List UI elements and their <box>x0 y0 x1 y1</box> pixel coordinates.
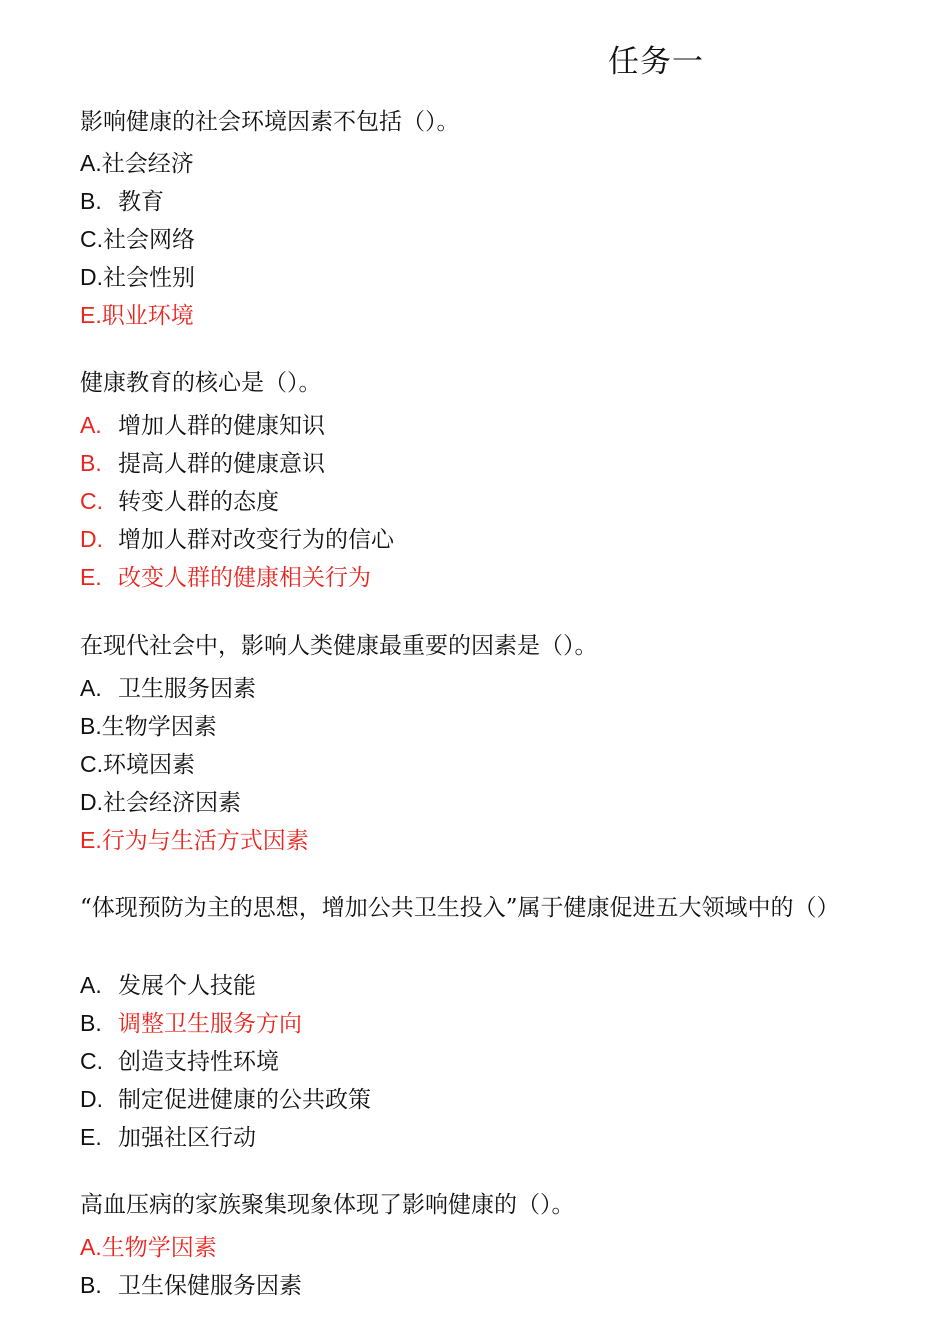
question-4-options <box>80 966 860 1156</box>
option-a: A. 卫生服务因素 <box>80 675 256 702</box>
question-1-options <box>80 144 860 334</box>
option-b: B.生物学因素 <box>80 713 217 740</box>
option-c: C.社会网络 <box>80 226 195 253</box>
option-b: B. 提高人群的健康意识 <box>80 450 325 477</box>
question-2-stem: 健康教育的核心是（）。 <box>80 370 322 396</box>
question-3-options <box>80 669 860 859</box>
option-c: C.环境因素 <box>80 751 195 778</box>
option-d: D. 制定促进健康的公共政策 <box>80 1086 371 1113</box>
option-e: E. 加强社区行动 <box>80 1124 256 1151</box>
page-title: 任务一 <box>608 44 704 80</box>
option-b-correct: B. 调整卫生服务方向 <box>80 1010 302 1037</box>
option-e-correct: E.职业环境 <box>80 302 194 329</box>
option-a: A.社会经济 <box>80 150 194 177</box>
question-5-options <box>80 1228 860 1304</box>
option-d: D.社会经济因素 <box>80 789 241 816</box>
question-3-stem: 在现代社会中，影响人类健康最重要的因素是（）。 <box>80 633 598 659</box>
option-e-correct: E.行为与生活方式因素 <box>80 827 309 854</box>
question-2-options <box>80 406 860 596</box>
option-c: C. 转变人群的态度 <box>80 488 279 515</box>
option-b: B. 教育 <box>80 188 164 215</box>
option-d: D. 增加人群对改变行为的信心 <box>80 526 394 553</box>
question-5-stem: 高血压病的家族聚集现象体现了影响健康的（）。 <box>80 1192 575 1218</box>
option-a: A. 发展个人技能 <box>80 972 256 999</box>
question-4-stem: “体现预防为主的思想，增加公共卫生投入”属于健康促进五大领域中的（） <box>80 895 840 921</box>
option-c: C. 创造支持性环境 <box>80 1048 279 1075</box>
question-1-stem: 影响健康的社会环境因素不包括（）。 <box>80 109 460 135</box>
option-a-correct: A.生物学因素 <box>80 1234 217 1261</box>
option-b: B. 卫生保健服务因素 <box>80 1272 302 1299</box>
option-e-correct: E. 改变人群的健康相关行为 <box>80 564 371 591</box>
option-d: D.社会性别 <box>80 264 195 291</box>
option-a: A. 增加人群的健康知识 <box>80 412 325 439</box>
